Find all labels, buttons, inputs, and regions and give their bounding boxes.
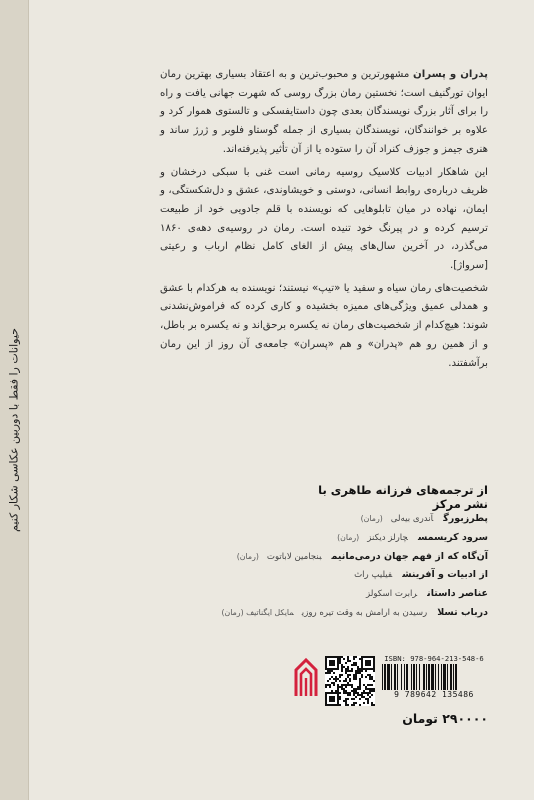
qr-code xyxy=(325,656,375,706)
book-list-item xyxy=(200,548,488,567)
isbn-barcode-block xyxy=(380,654,488,702)
book-author: بنجامین لاباتوت xyxy=(266,551,322,562)
blurb-paragraph-1 xyxy=(160,66,488,160)
blurb-paragraph-2: این شاهکار ادبیات کلاسیک روسیه رمانی است غنی با سبکی درخشان و ظریف درباره‌ی روابط انسانی، دوستی و خویشاوندی، عشق و دل‌شکستگی، و ایمان، نهاده در میان تابلوهایی که نویسنده با قلم جادویی خود از طبیعت ترسیم کرده و در پیرنگ خود تنیده است. رمان در روسیه‌ی دهه‌ی ۱۸۶۰ می‌گذرد، در آخرین سال‌های پیش از الغای کامل نظام ارباب و رعیتی [سرواژ]. xyxy=(160,166,488,272)
book-list-item xyxy=(200,529,488,548)
book-title: پطرزبورگ xyxy=(443,513,488,524)
barcode-digits: 9 789642 135486 xyxy=(394,690,474,699)
blurb-paragraph-3: شخصیت‌های رمان سیاه و سفید یا «تیپ» نیستند؛ نویسنده به هرکدام با عشق و همدلی عمیق ویژگی‌های ممیزه بخشیده و کاری کرده که فراموش‌نشدنی شوند: هیچ‌کدام از شخصیت‌های رمان نه یکسره برحق‌اند و نه یکسره بر باطل، و از همین رو هم «پدران» و هم «پسران» جامعه‌ی آن روز از این رمان برآشفتند. xyxy=(160,282,488,369)
book-list-item xyxy=(200,566,488,585)
translations-heading: از ترجمه‌های فرزانه طاهری با نشر مرکز xyxy=(318,483,488,511)
book-title: عناصر داستان xyxy=(427,588,488,600)
book-author: رسیدن به ارامش به وقت تیره روزی xyxy=(301,607,428,618)
blurb-paragraph-1-body: مشهورترین و محبوب‌ترین و به اعتقاد بسیاری بهترین رمان ایوان تورگنیف است؛ نخستین رمان بزرگ روسی که شهرت جهانی یافت و راه را برای آثار بزرگ نویسندگان بعدی چون داستایفسکی و تالستوی هموار کرد و علاوه بر خوانندگان، نویسندگان بسیاری از جمله گوستاو فلوبر و ژرژ ساند و هنری جیمز و جوزف کنراد آن را ستوده یا از آن تأثیر پذیرفته‌اند. xyxy=(160,69,488,155)
book-author: رابرت اسکولز xyxy=(365,589,418,600)
publisher-logo-icon xyxy=(292,656,320,700)
book-title: درباب تسلا xyxy=(437,606,488,618)
book-note: (رمان) xyxy=(360,514,383,523)
book-author: فیلیپ راث xyxy=(354,570,393,581)
book-note: (رمان) xyxy=(236,551,259,561)
blurb-text xyxy=(160,66,488,377)
book-author: آندری بیه‌لی xyxy=(390,514,434,524)
spine-text: حیوانات را فقط با دوربین عکاسی شکار کنیم xyxy=(7,328,21,532)
isbn-text: ISBN: 978-964-213-548-6 xyxy=(384,654,484,663)
book-title: آن‌گاه که از فهم جهان درمی‌مانیم xyxy=(331,550,488,562)
book-title: از ادبیات و آفرینش xyxy=(402,569,488,581)
book-author: چارلز دیکنز xyxy=(367,532,408,543)
book-list xyxy=(200,510,488,623)
book-list-item xyxy=(200,510,488,529)
barcode xyxy=(382,664,486,690)
book-list-item xyxy=(200,604,488,623)
book-note: (رمان) xyxy=(337,532,360,542)
price-label: ۲۹۰۰۰۰ تومان xyxy=(402,711,488,726)
book-title: سرود کریسمس xyxy=(417,531,488,543)
blurb-lead-title: پدران و پسران xyxy=(413,69,489,80)
book-list-item xyxy=(200,585,488,604)
spine-strip xyxy=(0,0,29,800)
book-note: مایکل ایگناتیف (رمان) xyxy=(221,607,294,617)
